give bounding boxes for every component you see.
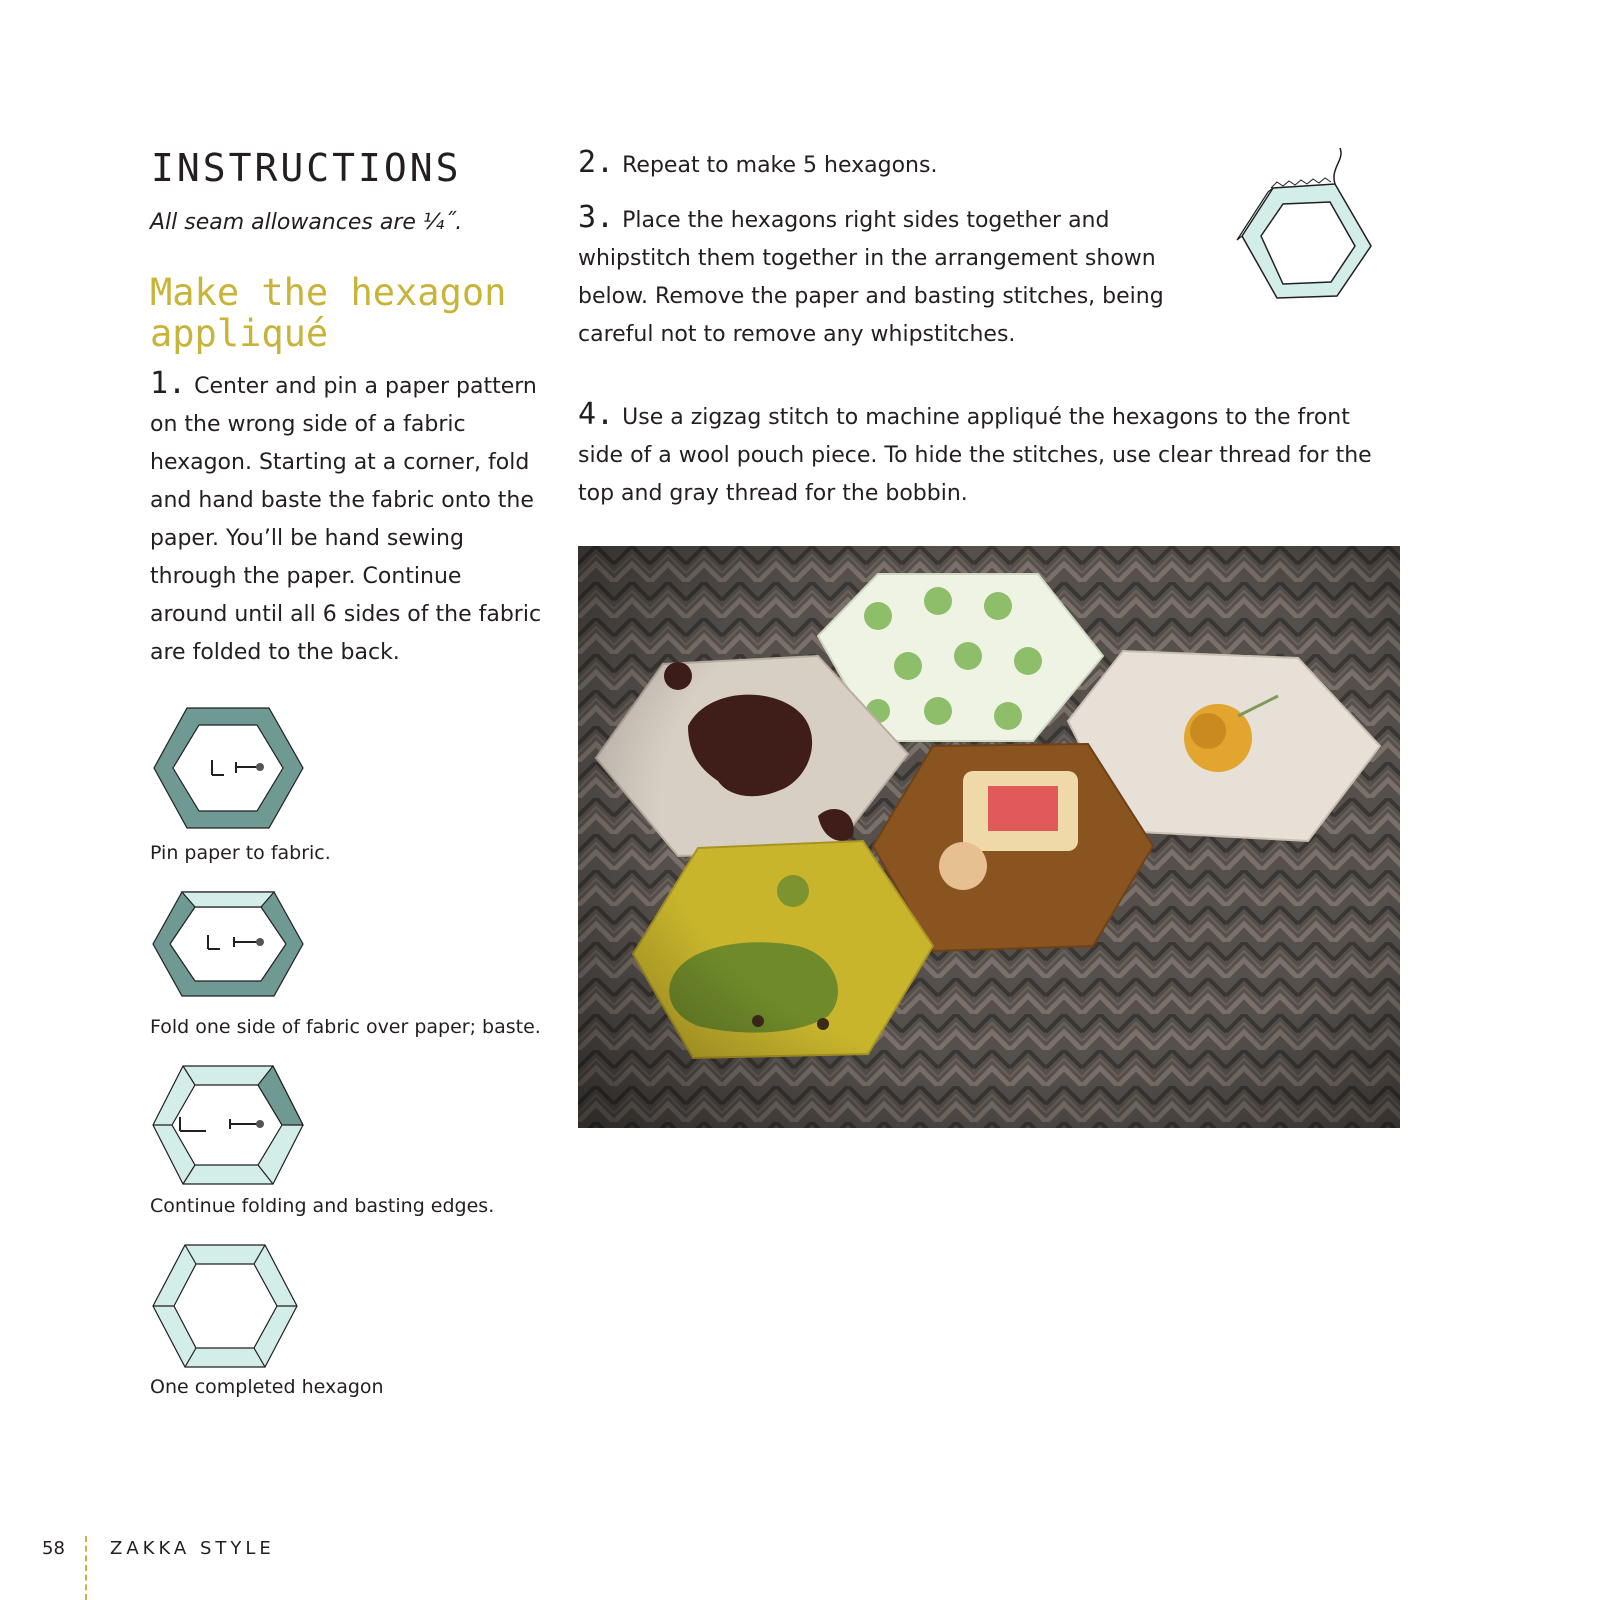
section-title: Make the hexagon appliqué: [150, 271, 507, 355]
step-1: [150, 365, 545, 672]
figure-pin-paper-to-fabric: [150, 705, 310, 831]
figure-caption: Fold one side of fabric over paper; baste.: [150, 1016, 541, 1038]
step-number: 3.: [578, 200, 615, 235]
step-text: Use a zigzag stitch to machine appliqué the hexagons to the front side of a wool pouch piece. To hide the stitches, use clear thread for the top and gray thread for the bobbin.: [578, 405, 1372, 506]
step-2: [578, 144, 1198, 185]
step-text: Repeat to make 5 hexagons.: [622, 153, 938, 178]
running-head: ZAKKA STYLE: [110, 1538, 275, 1559]
whipstitch-hexagon-illustration: [1235, 148, 1405, 338]
step-3: [578, 199, 1198, 354]
step-number: 2.: [578, 145, 615, 180]
figure-completed-hexagon: [150, 1242, 310, 1372]
page-heading: INSTRUCTIONS: [151, 146, 462, 190]
step-number: 1.: [150, 366, 187, 401]
step-4: [578, 396, 1398, 513]
figure-caption: Pin paper to fabric.: [150, 842, 331, 864]
footer-divider: [85, 1536, 87, 1600]
figure-fold-one-side: [150, 889, 310, 999]
figure-caption: Continue folding and basting edges.: [150, 1195, 495, 1217]
applique-hexagons-photo: [578, 546, 1400, 1128]
step-text: Center and pin a paper pattern on the wrong side of a fabric hexagon. Starting at a corner, fold and hand baste the fabric onto the paper. You’ll be hand sewing through the paper. Continue around until all 6 sides of the fabric are folded to the back.: [150, 374, 542, 665]
figure-caption: One completed hexagon: [150, 1376, 384, 1398]
figure-continue-folding: [150, 1063, 310, 1188]
page-number: 58: [42, 1538, 65, 1559]
step-text: Place the hexagons right sides together and whipstitch them together in the arrangement shown below. Remove the paper and basting stitches, being careful not to remove any whipstitches.: [578, 208, 1164, 347]
step-number: 4.: [578, 397, 615, 432]
seam-allowance-note: All seam allowances are ¼˝.: [150, 210, 463, 235]
